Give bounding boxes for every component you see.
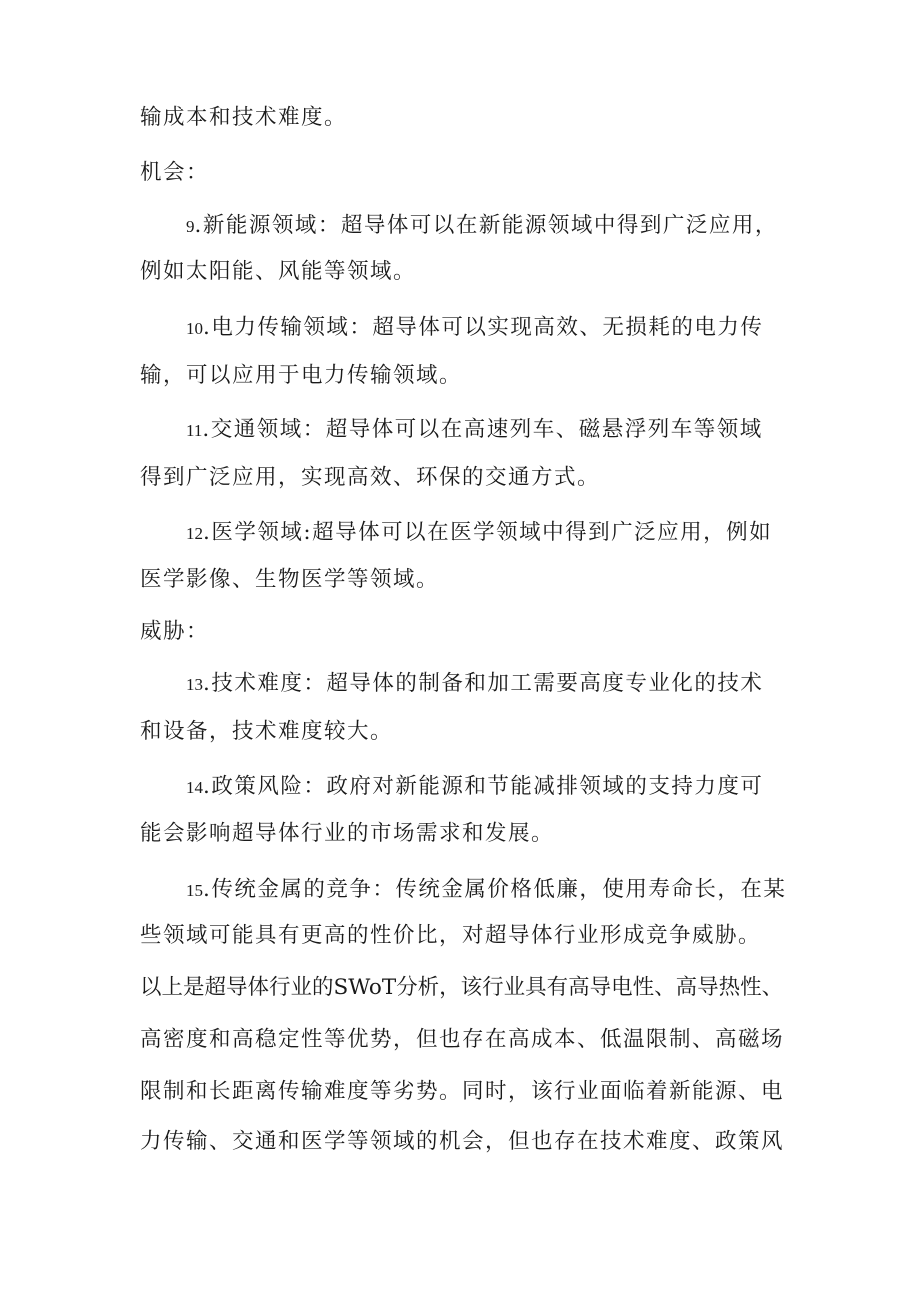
opportunity-item-first-line — [186, 515, 772, 546]
item-number: 13 — [186, 675, 203, 694]
opportunity-item-second-line: 医学影像、生物医学等领域。 — [140, 567, 440, 592]
threat-item-second-line: 些领域可能具有更高的性价比，对超导体行业形成竞争威胁。 — [140, 923, 762, 948]
item-number: 12 — [186, 524, 203, 543]
continuation-text: 输成本和技术难度。 — [140, 105, 348, 130]
threat-item-first-line — [186, 666, 763, 697]
summary-line: 高密度和高稳定性等优势，但也存在高成本、低温限制、高磁场 — [140, 1027, 785, 1052]
item-number: 11 — [186, 421, 203, 440]
threat-item-first-line — [186, 872, 786, 903]
item-text: .技术难度：超导体的制备和加工需要高度专业化的技术 — [203, 671, 764, 696]
threat-item-second-line: 能会影响超导体行业的市场需求和发展。 — [140, 821, 555, 846]
opportunity-item-second-line: 得到广泛应用，实现高效、环保的交通方式。 — [140, 465, 601, 490]
opportunity-item-second-line: 例如太阳能、风能等领域。 — [140, 259, 417, 284]
summary-line: 以上是超导体行业的SWoT分析，该行业具有高导电性、高导热性、 — [140, 975, 784, 1000]
opportunities-heading: 机会： — [140, 160, 210, 185]
item-number: 10 — [186, 319, 203, 338]
threat-item-first-line — [186, 769, 763, 800]
item-number: 15 — [186, 881, 203, 900]
opportunity-item-first-line — [186, 310, 763, 341]
opportunity-item-second-line: 输，可以应用于电力传输领域。 — [140, 363, 463, 388]
item-text: .医学领域:超导体可以在医学领域中得到广泛应用，例如 — [203, 520, 773, 545]
summary-line: 限制和长距离传输难度等劣势。同时，该行业面临着新能源、电 — [140, 1079, 785, 1104]
item-text: .传统金属的竞争：传统金属价格低廉，使用寿命长，在某 — [203, 877, 787, 902]
item-text: .交通领域：超导体可以在高速列车、磁悬浮列车等领域 — [202, 417, 763, 442]
threats-heading: 威胁： — [140, 619, 210, 644]
item-text: .政策风险：政府对新能源和节能减排领域的支持力度可 — [203, 774, 764, 799]
item-number: 14 — [186, 778, 203, 797]
item-number: 9 — [186, 217, 195, 236]
item-text: .电力传输领域：超导体可以实现高效、无损耗的电力传 — [203, 315, 764, 340]
opportunity-item-first-line — [186, 208, 778, 239]
opportunity-item-first-line — [186, 412, 763, 443]
threat-item-second-line: 和设备，技术难度较大。 — [140, 719, 394, 744]
summary-line: 力传输、交通和医学等领域的机会，但也存在技术难度、政策风 — [140, 1129, 785, 1154]
item-text: .新能源领域：超导体可以在新能源领域中得到广泛应用， — [194, 213, 778, 238]
